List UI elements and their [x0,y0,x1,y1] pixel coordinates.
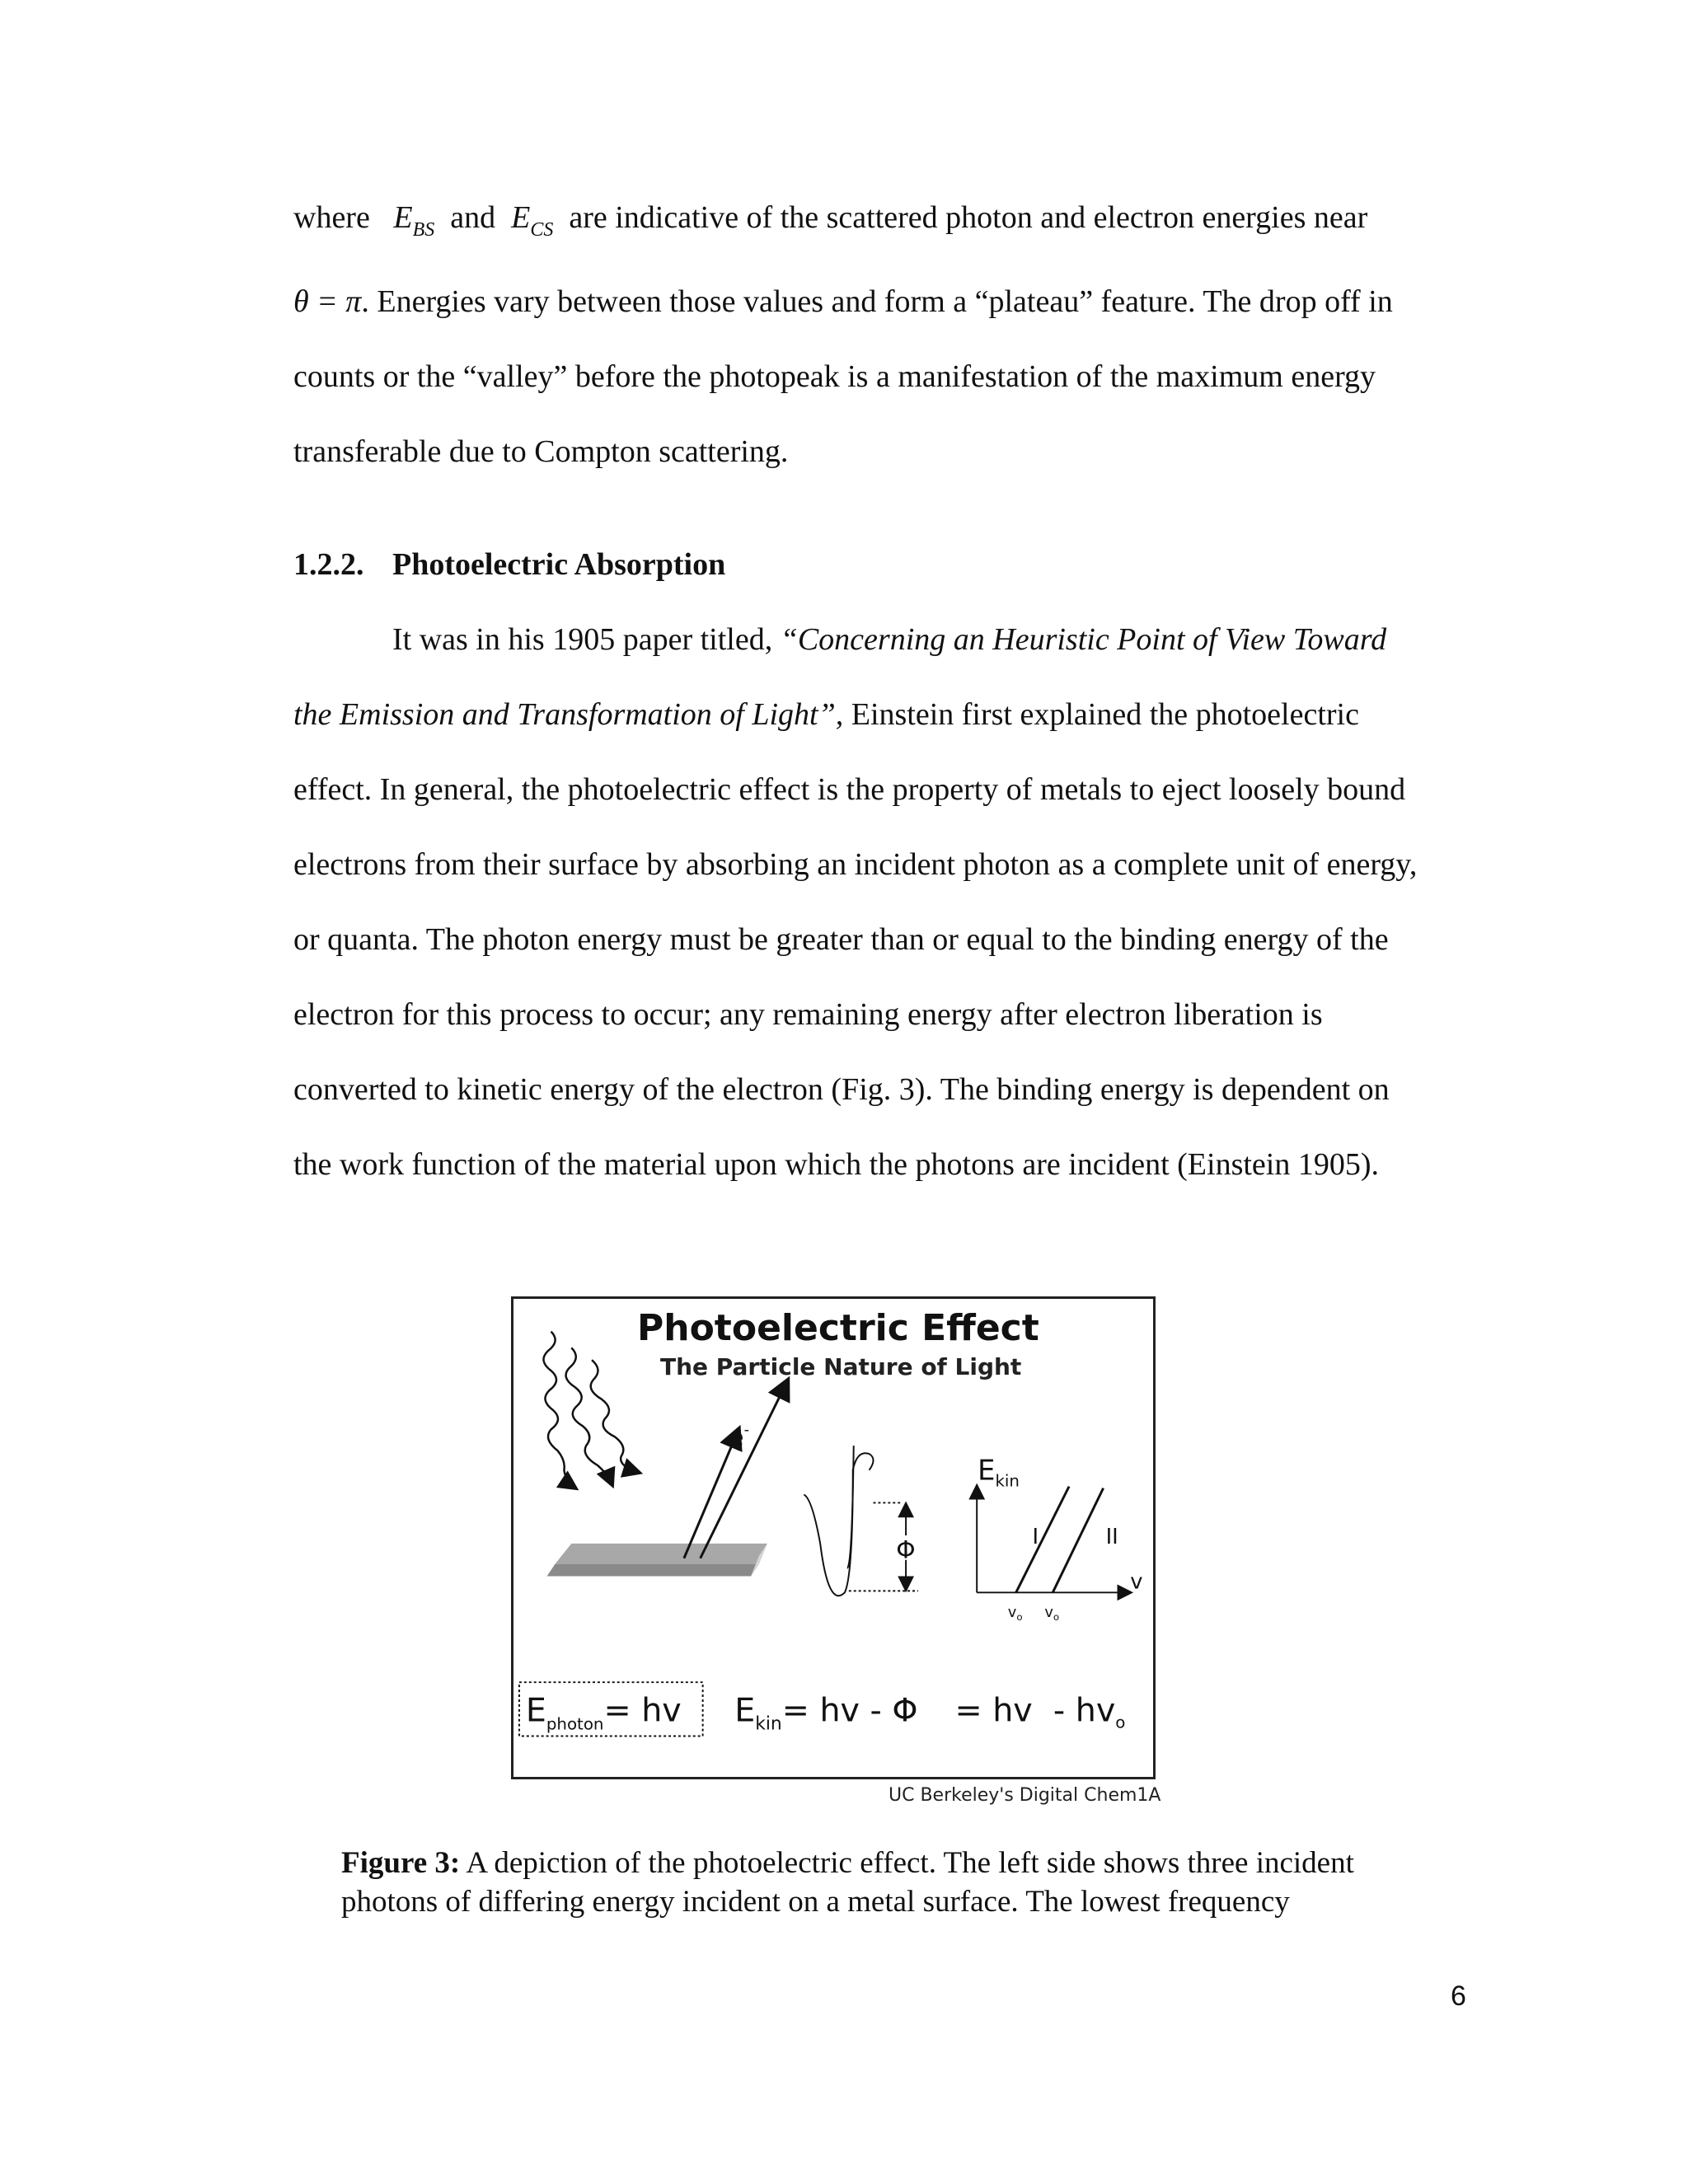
text-l1-rest: are indicative of the scattered photon and electron energies near [569,200,1368,235]
paragraph1-line2 [293,283,1393,321]
caption-label: Figure 3: [341,1846,461,1880]
paragraph1-line3: counts or the “valley” before the photopeak is a manifestation of the maximum energy [293,359,1376,394]
photon-wave-3 [591,1360,640,1473]
text-l2-rest: . Energies vary between those values and form a “plateau” feature. The drop off in [361,284,1393,319]
equation-photon-energy: $E_{photon}=$ hv [525,1691,682,1734]
paragraph2-line4: electrons from their surface by absorbing an incident photon as a complete unit of energy, [293,847,1418,882]
potential-well-curve [804,1453,873,1596]
line-I-label: I [1032,1524,1039,1549]
paragraph2-line2 [293,696,1359,733]
photon-wave-1 [543,1332,575,1488]
potential-well [804,1446,918,1596]
ekin-lines [1016,1487,1104,1593]
figure-credit: UC Berkeley's Digital Chem1A [889,1785,1161,1806]
paragraph2-line7: converted to kinetic energy of the electron (Fig. 3). The binding energy is dependent on [293,1072,1390,1107]
page-number: 6 [1451,1980,1466,2012]
math-e-bs: $E_{BS}$ [393,200,435,241]
paragraph2-line5: or quanta. The photon energy must be greater than or equal to the binding energy of the [293,922,1389,957]
figure-photoelectric-effect [511,1296,1156,1779]
photon-wave-2 [566,1347,612,1484]
paper-title-italic-2: the Emission and Transformation of Light”, [293,697,844,732]
paragraph2-line3: effect. In general, the photoelectric effect is the property of metals to eject loosely bound [293,772,1406,807]
nu0-label-II: $v_o$ [1044,1604,1060,1623]
caption-text: A depiction of the photoelectric effect. The left side shows three incident photons of differing energy incident on a metal surface. The lowest frequency [341,1846,1354,1919]
section-heading [293,546,725,583]
phi-label: Φ [896,1535,916,1565]
text-where: where [293,200,370,235]
line-II-label: II [1105,1524,1118,1549]
nu-axis-label: v [1130,1569,1143,1595]
text-p2-l2: Einstein first explained the photoelectric [843,697,1359,732]
section-number: 1.2.2. [293,547,364,582]
paragraph2-line1 [392,621,1386,658]
paragraph2-line6: electron for this process to occur; any remaining energy after electron liberation is [293,997,1323,1032]
figure-title: Photoelectric Effect [637,1307,1039,1349]
paragraph1-line4: transferable due to Compton scattering. [293,434,789,469]
paragraph1-line1 [293,199,1367,241]
electron-arrow-2 [701,1380,788,1558]
electron-label: e- [729,1421,749,1453]
nu0-label-I: $v_o$ [1007,1604,1023,1623]
metal-plate [547,1544,767,1577]
paragraph2-line8: the work function of the material upon which the photons are incident (Einstein 1905). [293,1147,1379,1182]
photon-waves [543,1332,639,1488]
paper-title-italic-1: “Concerning an Heuristic Point of View Toward [780,622,1387,657]
text-and: and [450,200,496,235]
text-p2-l1: It was in his 1905 paper titled, [392,622,781,657]
math-e-cs: $E_{CS}$ [511,200,554,241]
figure-subtitle: The Particle Nature of Light [660,1353,1022,1380]
math-theta-equals-pi: θ = π [293,284,362,319]
equation-kinetic-energy-2: = hv - $hv_o$ [954,1691,1126,1732]
section-title: Photoelectric Absorption [392,547,726,582]
ekin-axis-label: $E_{kin}$ [978,1454,1020,1491]
equation-kinetic-energy: $E_{kin}=$ hv - Φ [734,1691,918,1735]
electron-arrows [684,1380,788,1558]
figure-caption [341,1844,1454,1921]
potential-well-inner [847,1446,854,1568]
